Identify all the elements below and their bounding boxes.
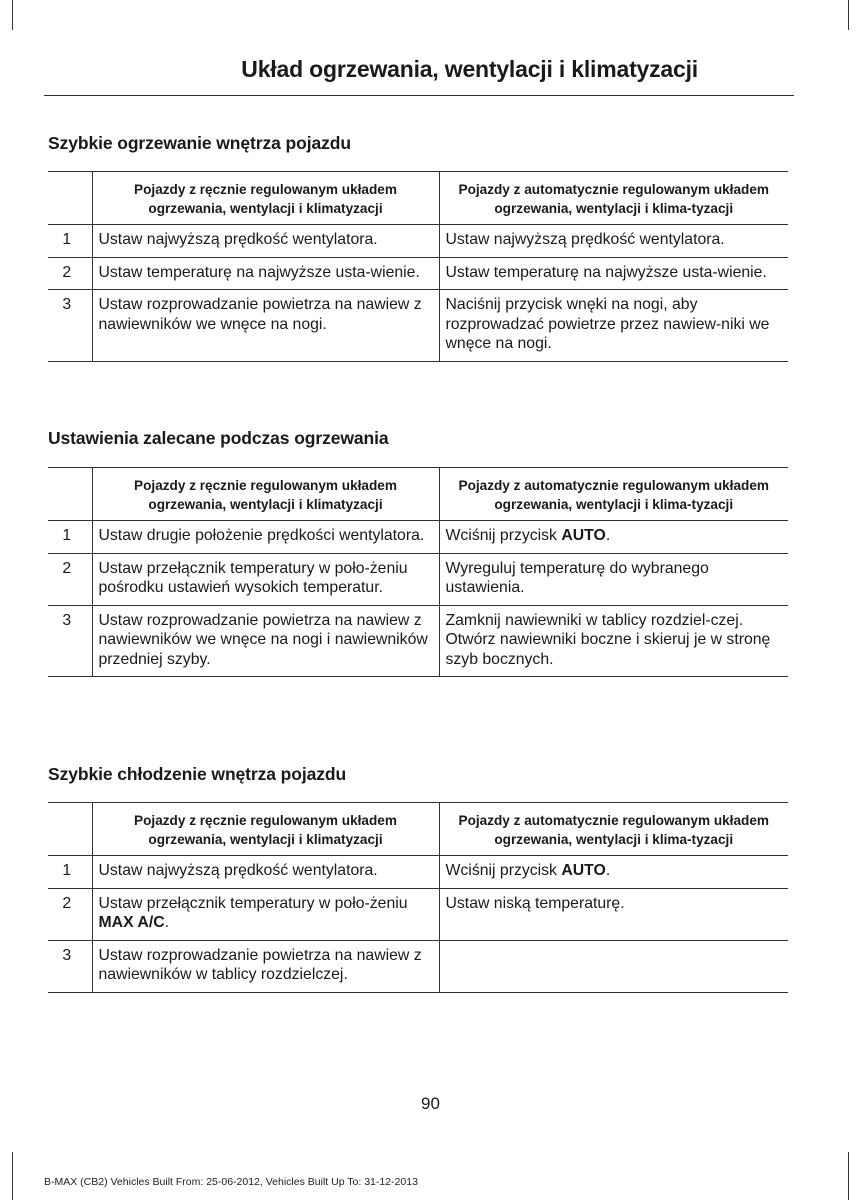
page-number: 90 bbox=[421, 1094, 440, 1113]
header-manual: Pojazdy z ręcznie regulowanym układem ogrzewania, wentylacji i klimatyzacji bbox=[92, 172, 439, 225]
row-number: 1 bbox=[48, 225, 92, 258]
row-number: 3 bbox=[48, 290, 92, 362]
crop-mark-top-right bbox=[848, 0, 849, 30]
row-number: 3 bbox=[48, 605, 92, 677]
table-header-row bbox=[48, 172, 788, 225]
auto-cell: Ustaw temperaturę na najwyższe usta-wienie. bbox=[439, 257, 788, 290]
settings-table bbox=[48, 171, 788, 362]
table-row bbox=[48, 553, 788, 605]
manual-cell: Ustaw rozprowadzanie powietrza na nawiew z nawiewników we wnęce na nogi. bbox=[92, 290, 439, 362]
auto-cell bbox=[439, 856, 788, 889]
settings-table bbox=[48, 802, 788, 993]
auto-cell: Wyreguluj temperaturę do wybranego ustawienia. bbox=[439, 553, 788, 605]
settings-table bbox=[48, 467, 788, 677]
section-quick-heating bbox=[48, 133, 788, 352]
table-row bbox=[48, 888, 788, 940]
section-recommended-heating bbox=[48, 428, 788, 668]
header-blank bbox=[48, 468, 92, 521]
row-number: 1 bbox=[48, 856, 92, 889]
manual-cell: Ustaw najwyższą prędkość wentylatora. bbox=[92, 856, 439, 889]
header-blank bbox=[48, 803, 92, 856]
manual-cell: Ustaw drugie położenie prędkości wentylatora. bbox=[92, 521, 439, 554]
auto-cell: Ustaw niską temperaturę. bbox=[439, 888, 788, 940]
row-number: 2 bbox=[48, 257, 92, 290]
table-row bbox=[48, 521, 788, 554]
auto-cell bbox=[439, 521, 788, 554]
table-row bbox=[48, 290, 788, 362]
table-header-row bbox=[48, 468, 788, 521]
page-title: Układ ogrzewania, wentylacji i klimatyzacji bbox=[241, 56, 698, 82]
header-manual: Pojazdy z ręcznie regulowanym układem ogrzewania, wentylacji i klimatyzacji bbox=[92, 468, 439, 521]
header-manual: Pojazdy z ręcznie regulowanym układem ogrzewania, wentylacji i klimatyzacji bbox=[92, 803, 439, 856]
section-heading: Ustawienia zalecane podczas ogrzewania bbox=[48, 428, 389, 448]
header-auto: Pojazdy z automatycznie regulowanym układem ogrzewania, wentylacji i klima-tyzacji bbox=[439, 468, 788, 521]
header-blank bbox=[48, 172, 92, 225]
row-number: 1 bbox=[48, 521, 92, 554]
header-auto: Pojazdy z automatycznie regulowanym układem ogrzewania, wentylacji i klima-tyzacji bbox=[439, 172, 788, 225]
section-heading: Szybkie ogrzewanie wnętrza pojazdu bbox=[48, 133, 351, 153]
auto-text: Wciśnij przycisk bbox=[445, 527, 562, 544]
manual-cell: Ustaw temperaturę na najwyższe usta-wienie. bbox=[92, 257, 439, 290]
table-row bbox=[48, 940, 788, 992]
crop-mark-bottom-right bbox=[848, 1152, 849, 1200]
section-quick-cooling bbox=[48, 764, 788, 983]
table-row bbox=[48, 257, 788, 290]
auto-cell: Ustaw najwyższą prędkość wentylatora. bbox=[439, 225, 788, 258]
crop-mark-top-left bbox=[12, 0, 13, 30]
auto-button-label: AUTO bbox=[561, 527, 606, 544]
manual-cell: Ustaw rozprowadzanie powietrza na nawiew z nawiewników we wnęce na nogi i nawiewników przedniej szyby. bbox=[92, 605, 439, 677]
header-auto: Pojazdy z automatycznie regulowanym układem ogrzewania, wentylacji i klima-tyzacji bbox=[439, 803, 788, 856]
table-header-row bbox=[48, 803, 788, 856]
manual-text: Ustaw przełącznik temperatury w poło-żeniu bbox=[98, 894, 408, 912]
table-row bbox=[48, 605, 788, 677]
max-ac-label: MAX A/C bbox=[98, 914, 165, 931]
auto-button-label: AUTO bbox=[561, 862, 606, 879]
row-number: 2 bbox=[48, 888, 92, 940]
title-rule bbox=[44, 95, 794, 96]
manual-text-end: . bbox=[164, 914, 170, 931]
footer-text: B-MAX (CB2) Vehicles Built From: 25-06-2012, Vehicles Built Up To: 31-12-2013 bbox=[44, 1176, 418, 1188]
row-number: 2 bbox=[48, 553, 92, 605]
manual-cell: Ustaw najwyższą prędkość wentylatora. bbox=[92, 225, 439, 258]
manual-cell: Ustaw przełącznik temperatury w poło-żeniu pośrodku ustawień wysokich temperatur. bbox=[92, 553, 439, 605]
section-heading: Szybkie chłodzenie wnętrza pojazdu bbox=[48, 764, 347, 784]
manual-cell: Ustaw rozprowadzanie powietrza na nawiew z nawiewników w tablicy rozdzielczej. bbox=[92, 940, 439, 992]
auto-text: Wciśnij przycisk bbox=[445, 862, 562, 879]
auto-cell bbox=[439, 940, 788, 992]
auto-text-end: . bbox=[605, 862, 611, 879]
table-row bbox=[48, 856, 788, 889]
auto-cell: Zamknij nawiewniki w tablicy rozdziel-czej. Otwórz nawiewniki boczne i skieruj je w stronę szyb bocznych. bbox=[439, 605, 788, 677]
manual-cell bbox=[92, 888, 439, 940]
table-row bbox=[48, 225, 788, 258]
crop-mark-bottom-left bbox=[12, 1152, 13, 1200]
auto-text-end: . bbox=[605, 527, 611, 544]
auto-cell: Naciśnij przycisk wnęki na nogi, aby rozprowadzać powietrze przez nawiew-niki we wnęce na nogi. bbox=[439, 290, 788, 362]
row-number: 3 bbox=[48, 940, 92, 992]
